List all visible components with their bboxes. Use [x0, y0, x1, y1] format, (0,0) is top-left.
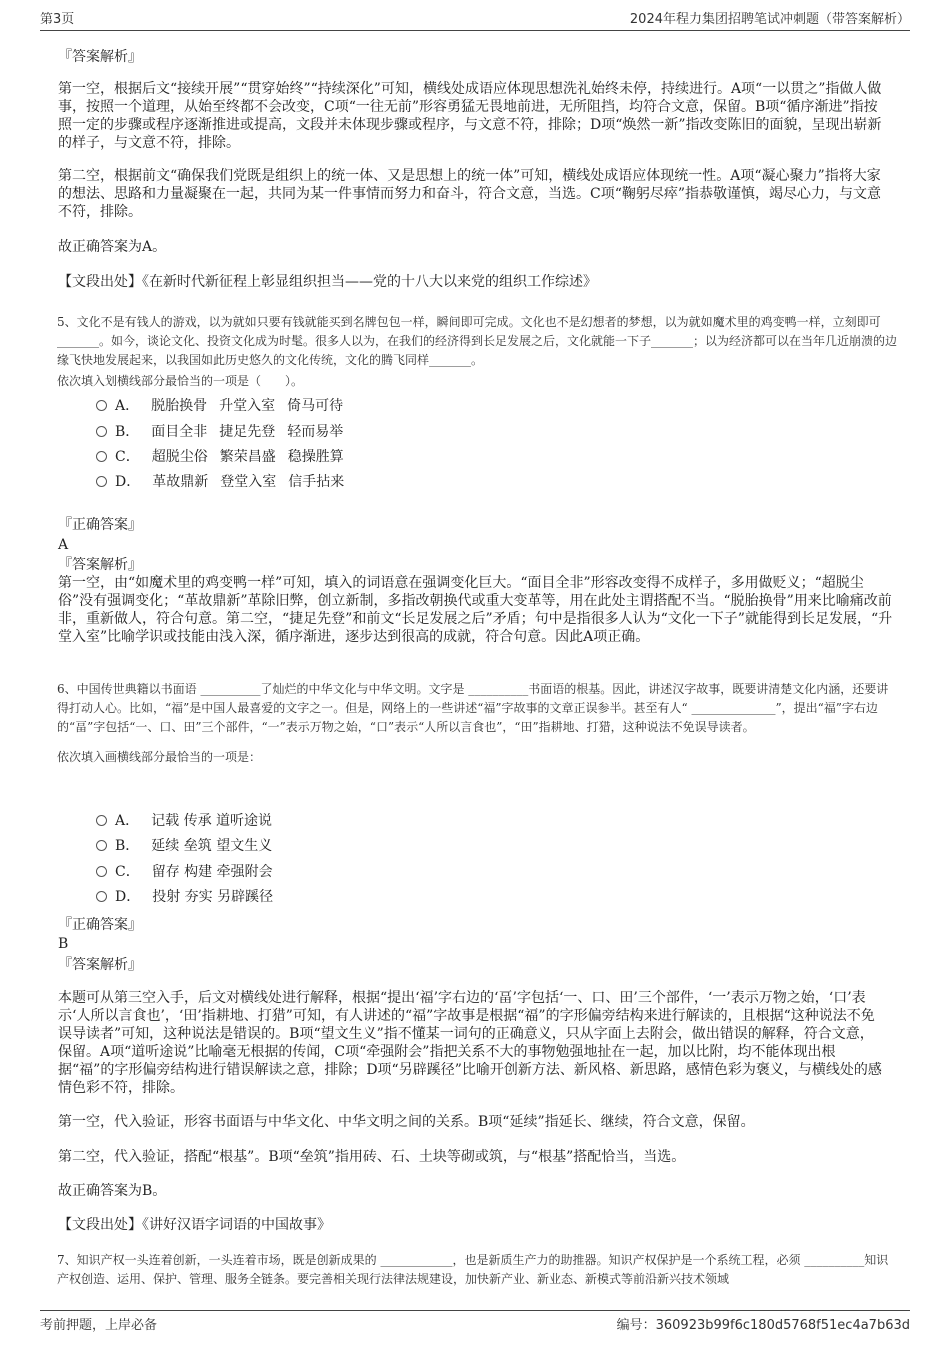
option-word: 革故鼎新	[152, 474, 209, 490]
option-word: 面目全非	[151, 424, 208, 440]
radio-icon[interactable]	[96, 426, 107, 437]
q6-option-b[interactable]	[96, 837, 272, 855]
option-label: B．	[115, 838, 140, 854]
q6-option-d[interactable]	[96, 888, 273, 906]
q4-analysis-para2: 第二空，根据前文“确保我们党既是组织上的统一体、又是思想上的统一体”可知，横线处成语应体现统一性。A项“凝心聚力”指将大家的想法、思路和力量凝聚在一起，共同为某一件事情而努力和奋斗，符合文意，当选。C项“鞠躬尽瘁”指恭敬谨慎，竭尽心力，与文意不符，排除。	[58, 168, 882, 220]
option-word: 繁荣昌盛	[219, 449, 276, 465]
option-label: B．	[115, 424, 140, 440]
option-label: A．	[115, 813, 140, 829]
radio-icon[interactable]	[96, 400, 107, 411]
option-text: 记载 传承 道听途说	[151, 813, 273, 829]
option-word: 登堂入室	[220, 474, 277, 490]
option-text: 留存 构建 牵强附会	[151, 864, 273, 880]
option-label: C．	[115, 864, 140, 880]
q6-analysis-3: 第二空，代入验证，搭配“根基”。B项“垒筑”指用砖、石、土块等砌或筑，与“根基”搭配恰当，当选。	[58, 1149, 686, 1165]
q5-stem: 5、文化不是有钱人的游戏，以为就如只要有钱就能买到名牌包包一样，瞬间即可完成。文化也不是幻想者的梦想，以为就如魔术里的鸡变鸭一样，立刻即可_______。如今，谈论文化、投资文化成为时髦。很多人以为，在我们的经济得到长足发展之后，文化就能一下子_______；以为经济都可以在当年几近崩溃的边缘飞快地发展起来，以我国如此历史悠久的文化传统，文化的腾飞同样_______。	[57, 315, 898, 367]
radio-icon[interactable]	[96, 451, 107, 462]
page-number: 第3页	[40, 12, 75, 27]
q5-analysis: 第一空，由“如魔术里的鸡变鸭一样”可知，填入的词语意在强调变化巨大。“面目全非”形容改变得不成样子，多用做贬义；“超脱尘俗”没有强调变化；“革故鼎新”革除旧弊，创立新制，多指改朝换代或重大变革等，用在此处主谓搭配不当。“脱胎换骨”用来比喻痛改前非，重新做人，符合句意。第二空，“捷足先登”和前文“长足发展之后”矛盾；句中是指很多人认为“文化一下子”就能得到长足发展，“升堂入室”比喻学识或技能由浅入深，循序渐进，逐步达到很高的成就，符合句意。因此A项正确。	[58, 575, 893, 645]
q4-analysis-para1: 第一空，根据后文“接续开展”“贯穿始终”“持续深化”可知，横线处成语应体现思想洗礼始终未停，持续进行。A项“一以贯之”指做人做事，按照一个道理，从始至终都不会改变，C项“一往无前”形容勇猛无畏地前进，无所阻挡，均符合文意，保留。B项“循序渐进”指按照一定的步骤或程序逐渐推进或提高，文段并未体现步骤或程序，与文意不符，排除；D项“焕然一新”指改变陈旧的面貌，呈现出崭新的样子，与文意不符，排除。	[58, 81, 882, 151]
option-word: 脱胎换骨	[151, 398, 208, 414]
q5-option-d[interactable]	[96, 473, 344, 491]
option-word: 超脱尘俗	[151, 449, 208, 465]
footer-slogan: 考前押题，上岸必备	[40, 1318, 158, 1333]
option-word: 稳操胜算	[287, 449, 344, 465]
q6-stem: 6、中国传世典籍以书面语 __________了灿烂的中华文化与中华文明。文字是 __________书面语的根基。因此，讲述汉字故事，既要讲清楚文化内涵，还要讲得打动人心。比如，“福”是中国人最喜爱的文字之一。但是，网络上的一些讲述“福”字故事的文章正误参半。甚至有人“ ______________”，提出“福”字右边的“畐”字包括“一、口、田”三个部件，“一”表示万物之始，“口”表示“人所以言食也”，“田”指耕地、打猎，这种说法不免误导读者。	[57, 682, 889, 734]
q6-analysis-2: 第一空，代入验证，形容书面语与中华文化、中华文明之间的关系。B项“延续”指延长、继续，符合文意，保留。	[58, 1114, 755, 1130]
option-text: 延续 垒筑 望文生义	[151, 838, 273, 854]
option-label: D．	[115, 889, 141, 905]
q5-answer: A	[58, 537, 69, 553]
q6-answer-label: 『正确答案』	[58, 917, 142, 933]
option-word: 轻而易举	[287, 424, 344, 440]
document-title: 2024年程力集团招聘笔试冲刺题（带答案解析）	[629, 12, 910, 27]
header-divider	[40, 30, 910, 31]
q5-prompt: 依次填入划横线部分最恰当的一项是（ ）。	[57, 374, 304, 388]
radio-icon[interactable]	[96, 866, 107, 877]
q5-option-c[interactable]	[96, 448, 344, 466]
option-word: 倚马可待	[287, 398, 344, 414]
q5-option-a[interactable]	[96, 397, 343, 415]
q4-conclusion: 故正确答案为A。	[58, 239, 167, 255]
option-label: A．	[115, 398, 140, 414]
q6-analysis-1: 本题可从第三空入手，后文对横线处进行解释，根据“提出‘福’字右边的‘畐’字包括‘一、口、田’三个部件，‘一’表示万物之始，‘口’表示‘人所以言食也’，‘田’指耕地、打猎”可知，有人讲述的“福”字故事是根据“福”的字形偏旁结构来进行解读的，且根据“这种说法不免误导读者”可知，这种说法是错误的。B项“望文生义”指不懂某一词句的正确意义，只从字面上去附会，做出错误的解释，符合文意，保留。A项“道听途说”比喻毫无根据的传闻，C项“牵强附会”指把关系不大的事物勉强地扯在一起，加以比附，均不能体现出根据“福”的字形偏旁结构进行错误解读之意，排除；D项“另辟蹊径”比喻开创新方法、新风格、新思路，感情色彩为褒义，与横线处的感情色彩不符，排除。	[58, 990, 882, 1096]
q6-answer: B	[58, 936, 69, 952]
q5-option-b[interactable]	[96, 423, 343, 441]
q6-prompt: 依次填入画横线部分最恰当的一项是：	[57, 750, 262, 764]
option-word: 升堂入室	[219, 398, 276, 414]
q4-analysis-label: 『答案解析』	[58, 49, 142, 65]
radio-icon[interactable]	[96, 840, 107, 851]
q4-source: 【文段出处】《在新时代新征程上彰显组织担当——党的十八大以来党的组织工作综述》	[58, 274, 597, 290]
q6-option-c[interactable]	[96, 863, 273, 881]
document-id: 编号：360923b99f6c180d5768f51ec4a7b63d	[616, 1318, 910, 1333]
radio-icon[interactable]	[96, 815, 107, 826]
option-label: C．	[115, 449, 140, 465]
q5-answer-label: 『正确答案』	[58, 517, 142, 533]
radio-icon[interactable]	[96, 891, 107, 902]
q6-option-a[interactable]	[96, 812, 272, 830]
q6-analysis-label: 『答案解析』	[58, 957, 142, 973]
option-word: 捷足先登	[219, 424, 276, 440]
option-text: 投射 夯实 另辟蹊径	[152, 889, 274, 905]
option-label: D．	[115, 474, 141, 490]
q7-stem: 7、知识产权一头连着创新，一头连着市场，既是创新成果的 ____________，也是新质生产力的助推器。知识产权保护是一个系统工程，必须 __________知识产权创造、运用、保护、管理、服务全链条。要完善相关现行法律法规建设，加快新产业、新业态、新模式等前沿新兴技术领域	[57, 1253, 889, 1286]
footer-divider	[40, 1310, 910, 1311]
radio-icon[interactable]	[96, 476, 107, 487]
option-word: 信手拈来	[288, 474, 345, 490]
q6-source: 【文段出处】《讲好汉语字词语的中国故事》	[58, 1217, 331, 1233]
q6-conclusion: 故正确答案为B。	[58, 1183, 167, 1199]
q5-analysis-label: 『答案解析』	[58, 557, 142, 573]
